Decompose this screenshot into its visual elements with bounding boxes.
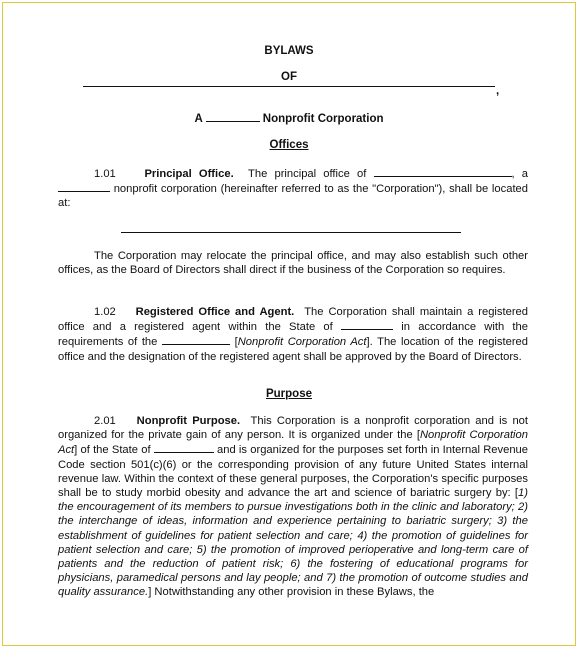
text: in accordance with the requirements of the (58, 321, 528, 349)
purpose-heading: Purpose (265, 388, 312, 400)
address-blank[interactable] (121, 232, 461, 233)
doc-of: OF (281, 71, 297, 83)
section-title: Registered Office and Agent. (135, 306, 295, 318)
text: and is organized for the purposes set forth in Internal Revenue Code section 501(c)(6) or the corresponding provision of any future United States internal revenue law. Within the context of these general purposes, the Corporation's specific purposes shall be to study morbid obesity and advance the art and science of bariatric surgery by: [ (58, 444, 528, 500)
corp-prefix: A (194, 113, 203, 125)
corp-suffix: Nonprofit Corporation (262, 113, 384, 125)
text: nonprofit corporation (hereinafter referred to as the "Corporation"), shall be located at: (58, 183, 529, 210)
text: ]. The location of the registered office and the designation of the registered agent shall be approved by the Board of Directors. (58, 336, 529, 363)
text: , a (511, 168, 529, 180)
section-title: Nonprofit Purpose. (136, 415, 241, 427)
text: The Corporation shall maintain a registered office and a registered agent within the State of (58, 306, 528, 334)
section-number: 1.01 (94, 168, 116, 180)
text: 1) the encouragement of its members to pursue investigations both in the clinic and laboratory; 2) the interchange of ideas, information and experience pertaining to bariatric surgery; 3) the establishment of guidelines for patient selection and care; 4) the promotion of guidelines for patient selection and care; 5) the promotion of improved perioperative and long-term care of patients and the reduction of patient risk; 6) the fostering of educational programs for physicians, paramedical persons and lay people; and 7) the promotion of outcome studies and quality assurance. (58, 487, 528, 599)
offices-heading: Offices (269, 139, 309, 151)
section-number: 2.01 (94, 415, 116, 427)
section-2-01 (58, 414, 528, 600)
corporation-name-blank-2[interactable] (374, 166, 512, 177)
section-number: 1.02 (94, 306, 116, 318)
document-page (2, 2, 576, 646)
section-1-02 (58, 305, 528, 364)
relocate-paragraph (58, 249, 528, 277)
section-title: Principal Office. (144, 168, 234, 180)
text: ] Notwithstanding any other provision in these Bylaws, the (148, 586, 435, 599)
text: ] of the State of (74, 444, 151, 457)
state-blank-2[interactable] (58, 181, 110, 192)
text: This Corporation is a nonprofit corporation and is not organized for the private gain of any person. It is organized under the [ (58, 415, 529, 442)
name-comma: , (496, 85, 500, 97)
corporation-line (3, 111, 575, 125)
text: Nonprofit Corporation Act (58, 429, 528, 457)
section-1-01 (58, 166, 528, 211)
state-blank[interactable] (206, 111, 260, 122)
state-blank-5[interactable] (154, 442, 214, 453)
state-blank-4[interactable] (162, 334, 230, 345)
doc-title: BYLAWS (264, 45, 314, 57)
text: The principal office of (248, 168, 367, 180)
paragraph-1-01 (58, 166, 528, 211)
corporation-name-blank[interactable] (83, 86, 495, 87)
text: [ (234, 336, 238, 349)
text: The Corporation may relocate the principal office, and may also establish such other offices, as the Board of Directors shall direct if the business of the Corporation so requires. (58, 250, 528, 277)
text: Nonprofit Corporation Act (237, 336, 367, 349)
state-blank-3[interactable] (341, 319, 393, 330)
